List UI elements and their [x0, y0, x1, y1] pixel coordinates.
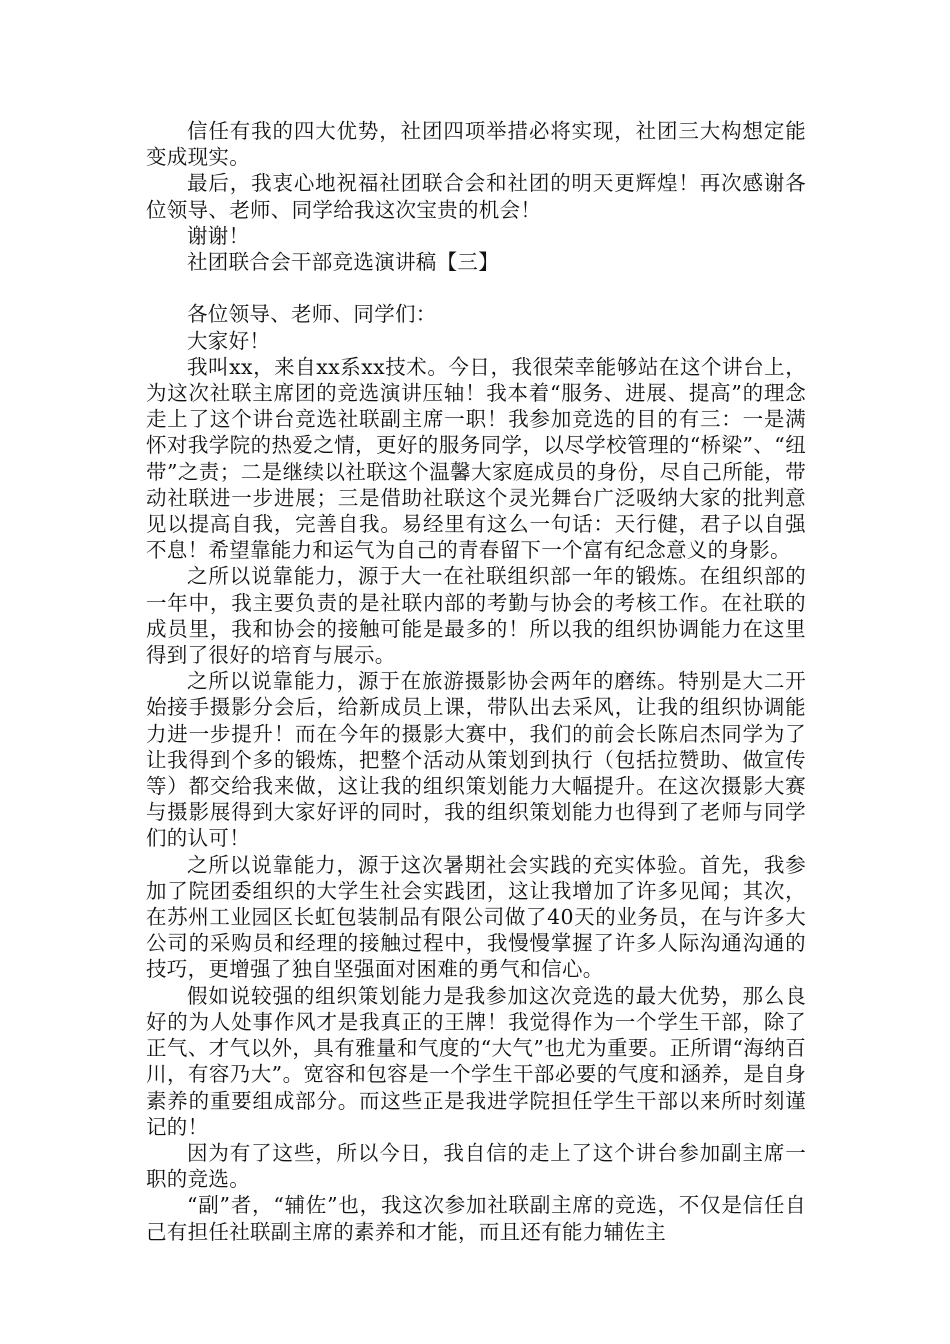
salutation: 各位领导、老师、同学们： — [187, 302, 437, 327]
paragraph: 信任有我的四大优势，社团四项举措必将实现，社团三大构想定能变成现实。 — [146, 119, 806, 170]
blank-line — [146, 275, 806, 301]
paragraph: 之所以说靠能力，源于在旅游摄影协会两年的磨练。特别是大二开始接手摄影分会后，给新成员上课，带队出去采风，让我的组织协调能力进一步提升！而在今年的摄影大赛中，我们的前会长陈启杰同学为了让我得到个多的锻炼，把整个活动从策划到执行（包括拉赞助、做宣传等）都交给我来做，这让我的组织策划能力大幅提升。在这次摄影大赛与摄影展得到大家好评的同时，我的组织策划能力也得到了老师与同学们的认可！ — [146, 669, 806, 851]
paragraph: “副”者，“辅佐”也，我这次参加社联副主席的竞选，不仅是信任自己有担任社联副主席的素养和才能，而且还有能力辅佐主 — [146, 1193, 806, 1244]
document-page — [146, 118, 806, 1245]
paragraph: 因为有了这些，所以今日，我自信的走上了这个讲台参加副主席一职的竞选。 — [146, 1140, 806, 1192]
paragraph: 最后，我衷心地祝福社团联合会和社团的明天更辉煌！再次感谢各位领导、老师、同学给我这次宝贵的机会！ — [146, 171, 806, 222]
paragraph: 假如说较强的组织策划能力是我参加这次竞选的最大优势，那么良好的为人处事作风才是我真正的王牌！我觉得作为一个学生干部，除了正气、才气以外，具有雅量和气度的“大气”也尤为重要。正所谓“海纳百川，有容乃大”。宽容和包容是一个学生干部必要的气度和涵养，是自身素养的重要组成部分。而这些正是我进学院担任学生干部以来所时刻谨记的！ — [146, 983, 806, 1139]
greeting: 大家好！ — [187, 328, 271, 353]
paragraph: 之所以说靠能力，源于这次暑期社会实践的充实体验。首先，我参加了院团委组织的大学生社会实践团，这让我增加了许多见闻；其次，在苏州工业园区长虹包装制品有限公司做了40天的业务员，在与许多大公司的采购员和经理的接触过程中，我慢慢掌握了许多人际沟通沟通的技巧，更增强了独自坚强面对困难的勇气和信心。 — [146, 852, 806, 982]
paragraph: 我叫xx，来自xx系xx技术。今日，我很荣幸能够站在这个讲台上，为这次社联主席团的竞选演讲压轴！我本着“服务、进展、提高”的理念走上了这个讲台竞选社联副主席一职！我参加竞选的目的有三：一是满怀对我学院的热爱之情，更好的服务同学，以尽学校管理的“桥梁”、“纽带”之责；二是继续以社联这个温馨大家庭成员的身份，尽自己所能，带动社联进一步进展；三是借助社联这个灵光舞台广泛吸纳大家的批判意见以提高自我，完善自我。易经里有这么一句话：天行健，君子以自强不息！希望靠能力和运气为自己的青春留下一个富有纪念意义的身影。 — [146, 354, 806, 563]
paragraph: 之所以说靠能力，源于大一在社联组织部一年的锻炼。在组织部的一年中，我主要负责的是社联内部的考勤与协会的考核工作。在社联的成员里，我和协会的接触可能是最多的！所以我的组织协调能力在这里得到了很好的培育与展示。 — [146, 564, 806, 668]
paragraph: 谢谢！ — [187, 223, 250, 248]
section-title: 社团联合会干部竞选演讲稿【三】 — [187, 250, 499, 275]
